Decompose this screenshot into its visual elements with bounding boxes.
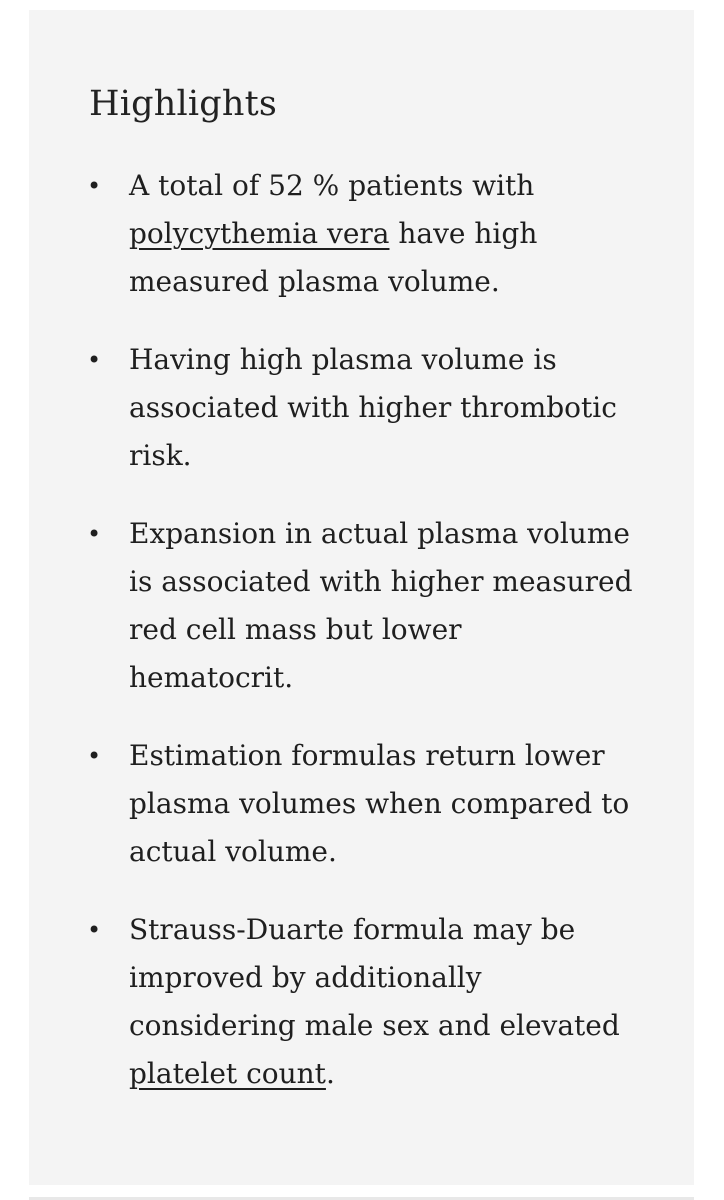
highlights-list: [29, 162, 694, 1128]
bullet-icon: •: [87, 172, 102, 200]
bullet-icon: •: [87, 916, 102, 944]
highlights-panel: [29, 10, 694, 1185]
highlight-text: Expansion in actual plasma volume is associated with higher measured red cell mass but lower hematocrit.: [129, 517, 633, 694]
highlight-item: [29, 336, 694, 480]
bullet-icon: •: [87, 520, 102, 548]
polycythemia-vera-link[interactable]: polycythemia vera: [129, 217, 390, 250]
highlight-text: Having high plasma volume is associated with higher thrombotic risk.: [129, 343, 617, 472]
highlight-text-before: A total of 52 % patients with: [129, 169, 535, 202]
bullet-icon: •: [87, 346, 102, 374]
highlight-text: Estimation formulas return lower plasma volumes when compared to actual volume.: [129, 739, 630, 868]
highlight-item: [29, 732, 694, 876]
bullet-icon: •: [87, 742, 102, 770]
highlight-item: [29, 162, 694, 306]
highlight-item: [29, 510, 694, 702]
highlight-text-after: have high measured plasma volume.: [129, 217, 538, 298]
highlights-title: Highlights: [89, 84, 278, 124]
platelet-count-link[interactable]: platelet count: [129, 1057, 326, 1090]
highlight-text-before: Strauss-Duarte formula may be improved by additionally considering male sex and elevated: [129, 913, 620, 1042]
highlight-item: [29, 906, 694, 1098]
highlight-text-after: .: [325, 1057, 335, 1090]
